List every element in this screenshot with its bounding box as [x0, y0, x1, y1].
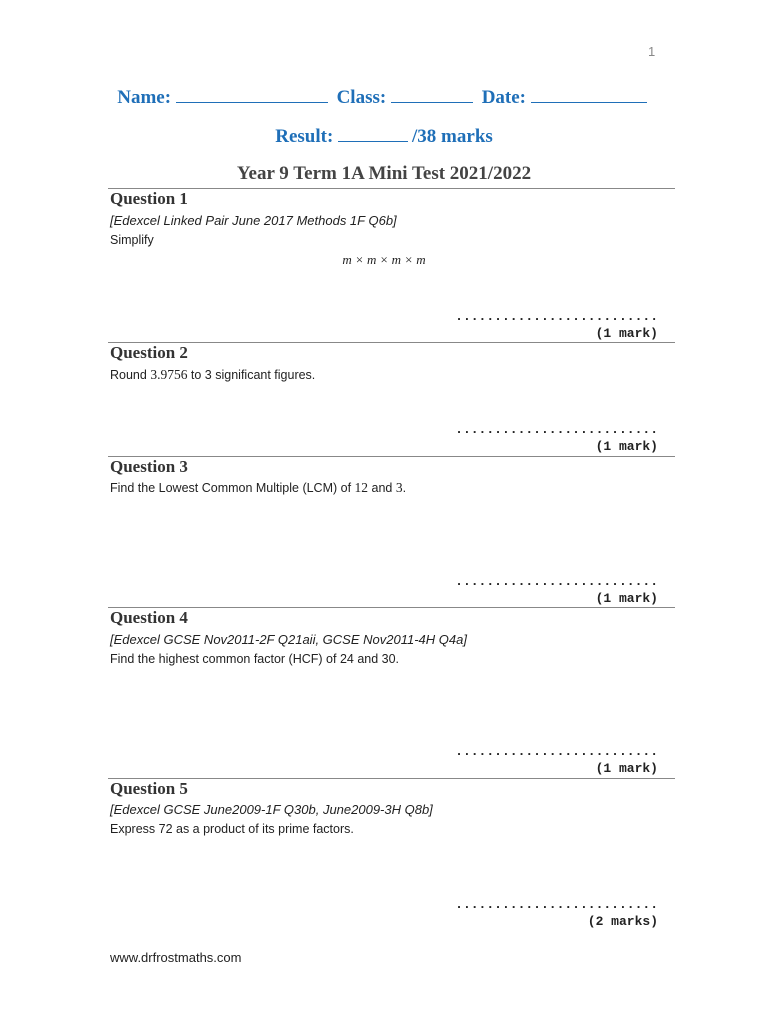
question-5-source: [Edexcel GCSE June2009-1F Q30b, June2009-3H Q8b]	[110, 802, 433, 817]
footer-url: www.drfrostmaths.com	[110, 950, 242, 965]
name-blank	[176, 86, 328, 103]
title-rule	[108, 188, 675, 189]
test-title: Year 9 Term 1A Mini Test 2021/2022	[236, 163, 532, 184]
date-label: Date:	[481, 87, 526, 108]
question-2-rule	[108, 456, 675, 457]
question-3-answer-line: ..........................	[455, 574, 658, 589]
question-1-marks: (1 mark)	[595, 326, 658, 341]
question-4-text: Find the highest common factor (HCF) of 24 and 30.	[110, 652, 400, 666]
question-5-marks: (2 marks)	[587, 914, 658, 929]
result-line	[0, 125, 768, 148]
result-suffix: /38 marks	[412, 126, 493, 147]
question-2-marks: (1 mark)	[595, 439, 658, 454]
question-3-text	[110, 480, 406, 496]
question-5-title: Question 5	[110, 779, 188, 798]
question-2-text-after: to 3 significant figures.	[187, 368, 316, 382]
question-2-answer-line: ..........................	[455, 422, 658, 437]
question-3-text-mid: and	[368, 481, 396, 495]
question-4-rule	[108, 778, 675, 779]
question-4-marks: (1 mark)	[595, 761, 658, 776]
question-3-value-b: 3	[395, 480, 403, 495]
class-label: Class:	[336, 87, 387, 108]
question-4-answer-line: ..........................	[455, 744, 658, 759]
result-blank	[338, 125, 408, 142]
question-3-rule	[108, 607, 675, 608]
question-3-marks: (1 mark)	[595, 591, 658, 606]
question-5-answer-line: ..........................	[455, 897, 658, 912]
question-1-math: m × m × m × m	[342, 252, 426, 267]
question-2-text	[110, 367, 315, 383]
question-2-title: Question 2	[110, 343, 188, 362]
question-2-text-before: Round	[110, 368, 151, 382]
question-4-source: [Edexcel GCSE Nov2011-2F Q21aii, GCSE Nov2011-4H Q4a]	[110, 632, 467, 647]
question-1-answer-line: ..........................	[455, 309, 658, 324]
question-3-text-before: Find the Lowest Common Multiple (LCM) of	[110, 481, 355, 495]
question-1-text: Simplify	[110, 233, 154, 247]
class-blank	[391, 86, 473, 103]
question-5-text: Express 72 as a product of its prime factors.	[110, 822, 354, 836]
page-number: 1	[648, 44, 656, 59]
question-2-value: 3.9756	[150, 367, 188, 382]
student-info-line	[0, 86, 768, 109]
question-3-value-a: 12	[354, 480, 369, 495]
question-3-title: Question 3	[110, 457, 188, 476]
question-3-text-after: .	[402, 481, 407, 495]
question-1-source: [Edexcel Linked Pair June 2017 Methods 1F Q6b]	[110, 213, 397, 228]
name-label: Name:	[117, 87, 172, 108]
question-1-rule	[108, 342, 675, 343]
result-label: Result:	[275, 126, 334, 147]
question-4-title: Question 4	[110, 608, 188, 627]
date-blank	[531, 86, 647, 103]
question-1-title: Question 1	[110, 189, 188, 208]
